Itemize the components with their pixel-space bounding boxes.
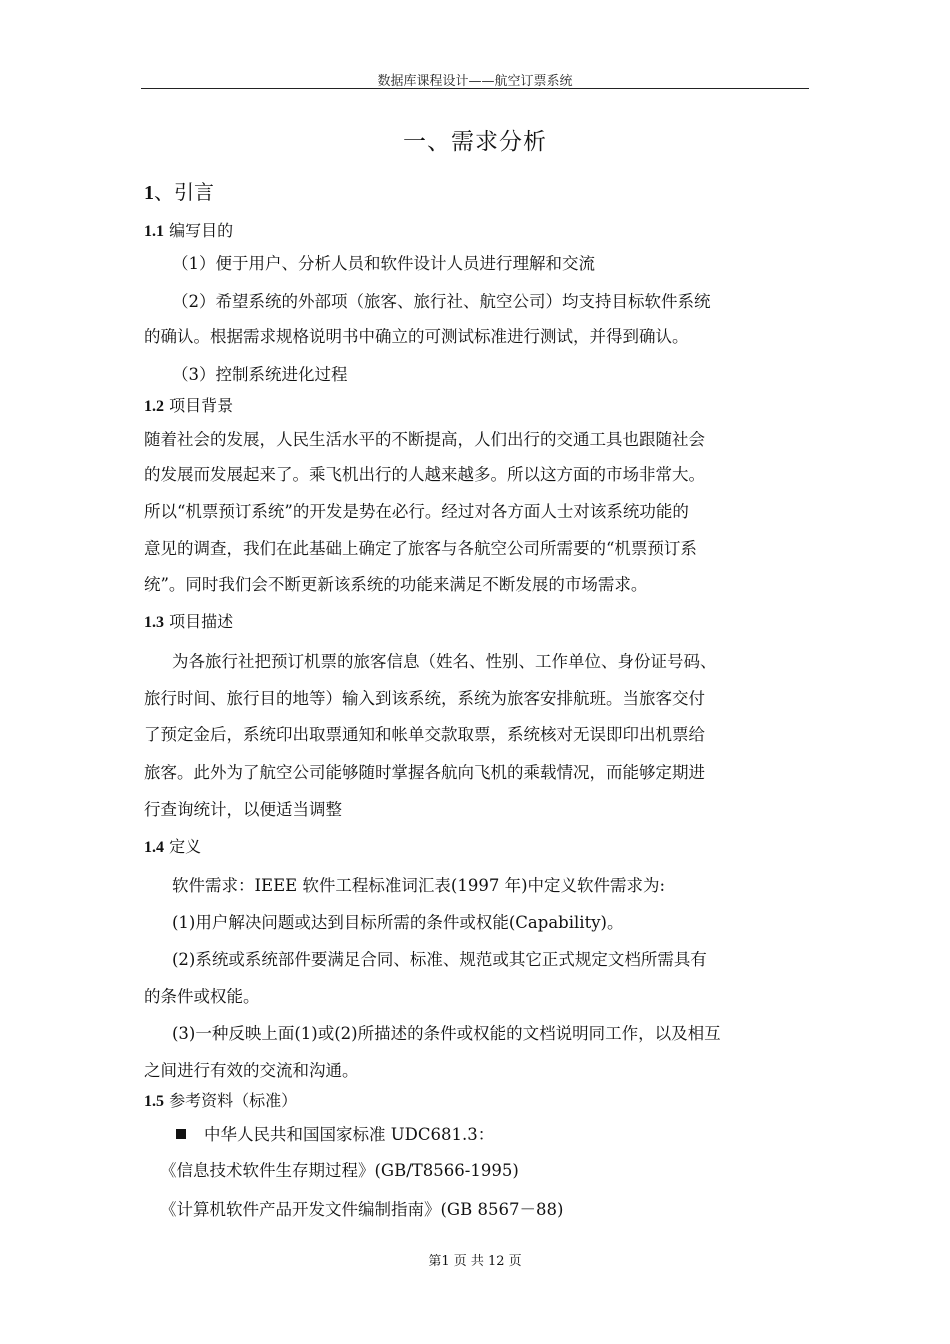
subsection-label: 编写目的 xyxy=(164,221,234,240)
reference-line: 《信息技术软件生存期过程》(GB/T8566-1995) xyxy=(160,1161,519,1180)
paragraph-line: (2)系统或系统部件要满足合同、标准、规范或其它正式规定文档所需具有 xyxy=(172,950,707,969)
subsection-label: 项目背景 xyxy=(164,396,234,415)
paragraph-line: 旅行时间、旅行目的地等）输入到该系统，系统为旅客安排航班。当旅客交付 xyxy=(144,689,705,708)
subsection-number: 1.3 xyxy=(144,614,164,631)
paragraph-line: 软件需求：IEEE 软件工程标准词汇表(1997 年)中定义软件需求为: xyxy=(172,876,666,895)
paragraph-line: 随着社会的发展，人民生活水平的不断提高，人们出行的交通工具也跟随社会 xyxy=(144,430,705,449)
square-bullet-icon xyxy=(176,1129,186,1139)
paragraph-line: 行查询统计，以便适当调整 xyxy=(144,800,342,819)
subsection-heading-1-2 xyxy=(144,393,233,416)
subsection-number: 1.5 xyxy=(144,1093,164,1110)
page-header: 数据库课程设计——航空订票系统 xyxy=(377,74,573,89)
paragraph-line: 意见的调查，我们在此基础上确定了旅客与各航空公司所需要的“机票预订系 xyxy=(144,539,697,558)
subsection-number: 1.4 xyxy=(144,839,164,856)
subsection-heading-1-4 xyxy=(144,834,201,857)
paragraph-line: 为各旅行社把预订机票的旅客信息（姓名、性别、工作单位、身份证号码、 xyxy=(172,652,717,671)
paragraph-line: (3)一种反映上面(1)或(2)所描述的条件或权能的文档说明同工作，以及相互 xyxy=(172,1024,721,1043)
bullet-item xyxy=(176,1121,494,1145)
subsection-heading-1-5 xyxy=(144,1088,297,1111)
section-heading-1 xyxy=(144,176,214,205)
section-number: 1 xyxy=(144,182,154,204)
paragraph-line: (1)用户解决问题或达到目标所需的条件或权能(Capability)。 xyxy=(172,913,624,932)
paragraph-line: 所以“机票预订系统”的开发是势在必行。经过对各方面人士对该系统功能的 xyxy=(144,502,689,521)
paragraph-line: 的条件或权能。 xyxy=(144,987,260,1006)
subsection-label: 项目描述 xyxy=(164,612,234,631)
subsection-label: 定义 xyxy=(164,837,202,856)
paragraph-line: 之间进行有效的交流和沟通。 xyxy=(144,1061,359,1080)
subsection-number: 1.2 xyxy=(144,398,164,415)
paragraph-line: 了预定金后，系统印出取票通知和帐单交款取票，系统核对无误即印出机票给 xyxy=(144,725,705,744)
subsection-heading-1-3 xyxy=(144,609,233,632)
paragraph-line: 旅客。此外为了航空公司能够随时掌握各航向飞机的乘载情况，而能够定期进 xyxy=(144,763,705,782)
chapter-title: 一、需求分析 xyxy=(403,129,547,155)
paragraph-line: （3）控制系统进化过程 xyxy=(172,365,348,384)
paragraph-line: （1）便于用户、分析人员和软件设计人员进行理解和交流 xyxy=(172,254,595,273)
paragraph-line: （2）希望系统的外部项（旅客、旅行社、航空公司）均支持目标软件系统 xyxy=(172,292,711,311)
reference-line: 《计算机软件产品开发文件编制指南》(GB 8567－88) xyxy=(160,1200,564,1219)
paragraph-line: 的发展而发展起来了。乘飞机出行的人越来越多。所以这方面的市场非常大。 xyxy=(144,465,705,484)
subsection-heading-1-1 xyxy=(144,218,233,241)
subsection-number: 1.1 xyxy=(144,223,164,240)
section-label: 、引言 xyxy=(154,180,214,204)
bullet-text: 中华人民共和国国家标准 UDC681.3： xyxy=(204,1125,495,1144)
page-footer: 第1 页 共 12 页 xyxy=(428,1254,522,1269)
subsection-label: 参考资料（标准） xyxy=(164,1091,298,1110)
paragraph-line: 的确认。根据需求规格说明书中确立的可测试标准进行测试，并得到确认。 xyxy=(144,327,689,346)
paragraph-line: 统”。同时我们会不断更新该系统的功能来满足不断发展的市场需求。 xyxy=(144,575,648,594)
header-divider xyxy=(141,88,809,89)
